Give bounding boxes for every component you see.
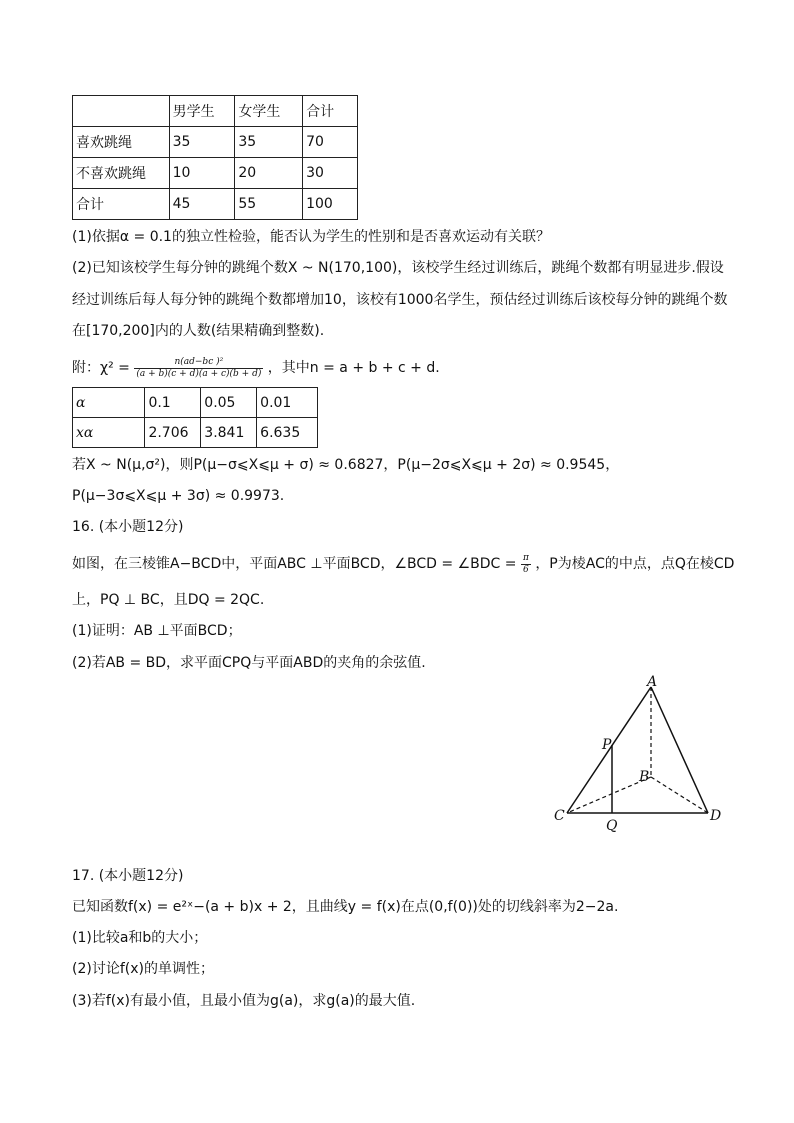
table-cell: 30 xyxy=(303,158,358,189)
critical-value-table xyxy=(72,387,318,448)
table-cell: 6.635 xyxy=(257,418,318,448)
tetrahedron-figure xyxy=(550,675,730,835)
table-cell: 2.706 xyxy=(145,418,201,448)
table-cell: 女学生 xyxy=(235,96,303,127)
contingency-table xyxy=(72,95,358,220)
q17-statement: 已知函数f(x) = e²ˣ−(a + b)x + 2，且曲线y = f(x)在点(0,f(0))处的切线斜率为2−2a. xyxy=(72,899,619,915)
table-cell: 0.1 xyxy=(145,388,201,418)
q16-heading: 16. (本小题12分) xyxy=(72,519,184,535)
fraction-numerator: π xyxy=(522,552,529,563)
pi-over-6-fraction xyxy=(521,553,531,576)
table-cell xyxy=(73,96,170,127)
table-cell: 55 xyxy=(235,189,303,220)
table-row xyxy=(73,158,358,189)
table-cell: 3.841 xyxy=(201,418,257,448)
label-D: D xyxy=(710,808,722,824)
q17-heading: 17. (本小题12分) xyxy=(72,868,184,884)
normal-distribution-line1: 若X ~ N(μ,σ²)，则P(μ−σ⩽X⩽μ + σ) ≈ 0.6827，P(μ−2σ⩽X⩽μ + 2σ) ≈ 0.9545， xyxy=(72,457,620,473)
formula-prefix: 附：χ² = xyxy=(72,360,130,376)
table-cell: 100 xyxy=(303,189,358,220)
label-C: C xyxy=(554,808,565,824)
q17-part1: (1)比较a和b的大小； xyxy=(72,930,208,946)
q15-part2-line1: (2)已知该校学生每分钟的跳绳个数X ~ N(170,100)，该校学生经过训练后，跳绳个数都有明显进步.假设 xyxy=(72,260,724,276)
table-row xyxy=(73,388,318,418)
fraction-denominator: (a + b)(c + d)(a + c)(b + d) xyxy=(136,368,262,379)
label-B: B xyxy=(639,769,650,785)
edge-AD xyxy=(651,687,708,813)
table-cell: α xyxy=(73,388,145,418)
formula-suffix: ，其中n = a + b + c + d. xyxy=(267,360,440,376)
label-Q: Q xyxy=(606,818,618,834)
chi-square-formula xyxy=(72,354,440,382)
fraction-numerator: n(ad−bc )² xyxy=(134,357,263,369)
table-cell: 35 xyxy=(235,127,303,158)
table-cell: 0.01 xyxy=(257,388,318,418)
table-row xyxy=(73,127,358,158)
q16-text-a: 如图，在三棱锥A−BCD中，平面ABC ⊥平面BCD，∠BCD = ∠BDC = xyxy=(72,556,517,572)
q15-part2-line3: 在[170,200]内的人数(结果精确到整数). xyxy=(72,323,325,339)
q15-part2-line2: 经过训练后每人每分钟的跳绳个数都增加10，该校有1000名学生，预估经过训练后该校每分钟的跳绳个数 xyxy=(72,292,728,308)
q16-part2: (2)若AB = BD，求平面CPQ与平面ABD的夹角的余弦值. xyxy=(72,655,426,671)
table-row xyxy=(73,189,358,220)
label-P: P xyxy=(602,737,612,753)
q17-part2: (2)讨论f(x)的单调性； xyxy=(72,961,214,977)
q15-part1: (1)依据α = 0.1的独立性检验，能否认为学生的性别和是否喜欢运动有关联？ xyxy=(72,229,550,245)
normal-distribution-line2: P(μ−3σ⩽X⩽μ + 3σ) ≈ 0.9973. xyxy=(72,488,285,504)
q17-part3: (3)若f(x)有最小值，且最小值为g(a)，求g(a)的最大值. xyxy=(72,993,416,1009)
table-cell: 男学生 xyxy=(169,96,235,127)
table-cell: 合计 xyxy=(303,96,358,127)
table-cell: 70 xyxy=(303,127,358,158)
table-row xyxy=(73,418,318,448)
table-cell: 喜欢跳绳 xyxy=(73,127,170,158)
table-cell: 10 xyxy=(169,158,235,189)
table-cell: 合计 xyxy=(73,189,170,220)
q16-text-b: ，P为棱AC的中点，点Q在棱CD xyxy=(535,556,735,572)
table-cell: 20 xyxy=(235,158,303,189)
table-cell: 45 xyxy=(169,189,235,220)
table-row xyxy=(73,96,358,127)
q16-statement-line2: 上，PQ ⊥ BC，且DQ = 2QC. xyxy=(72,592,265,608)
formula-fraction xyxy=(134,357,263,380)
table-cell: 不喜欢跳绳 xyxy=(73,158,170,189)
q16-part1: (1)证明：AB ⊥平面BCD； xyxy=(72,623,242,639)
table-cell: 35 xyxy=(169,127,235,158)
table-cell: xα xyxy=(73,418,145,448)
q16-statement-line1 xyxy=(72,550,734,578)
fraction-denominator: 6 xyxy=(523,564,529,575)
label-A: A xyxy=(647,675,658,690)
table-cell: 0.05 xyxy=(201,388,257,418)
